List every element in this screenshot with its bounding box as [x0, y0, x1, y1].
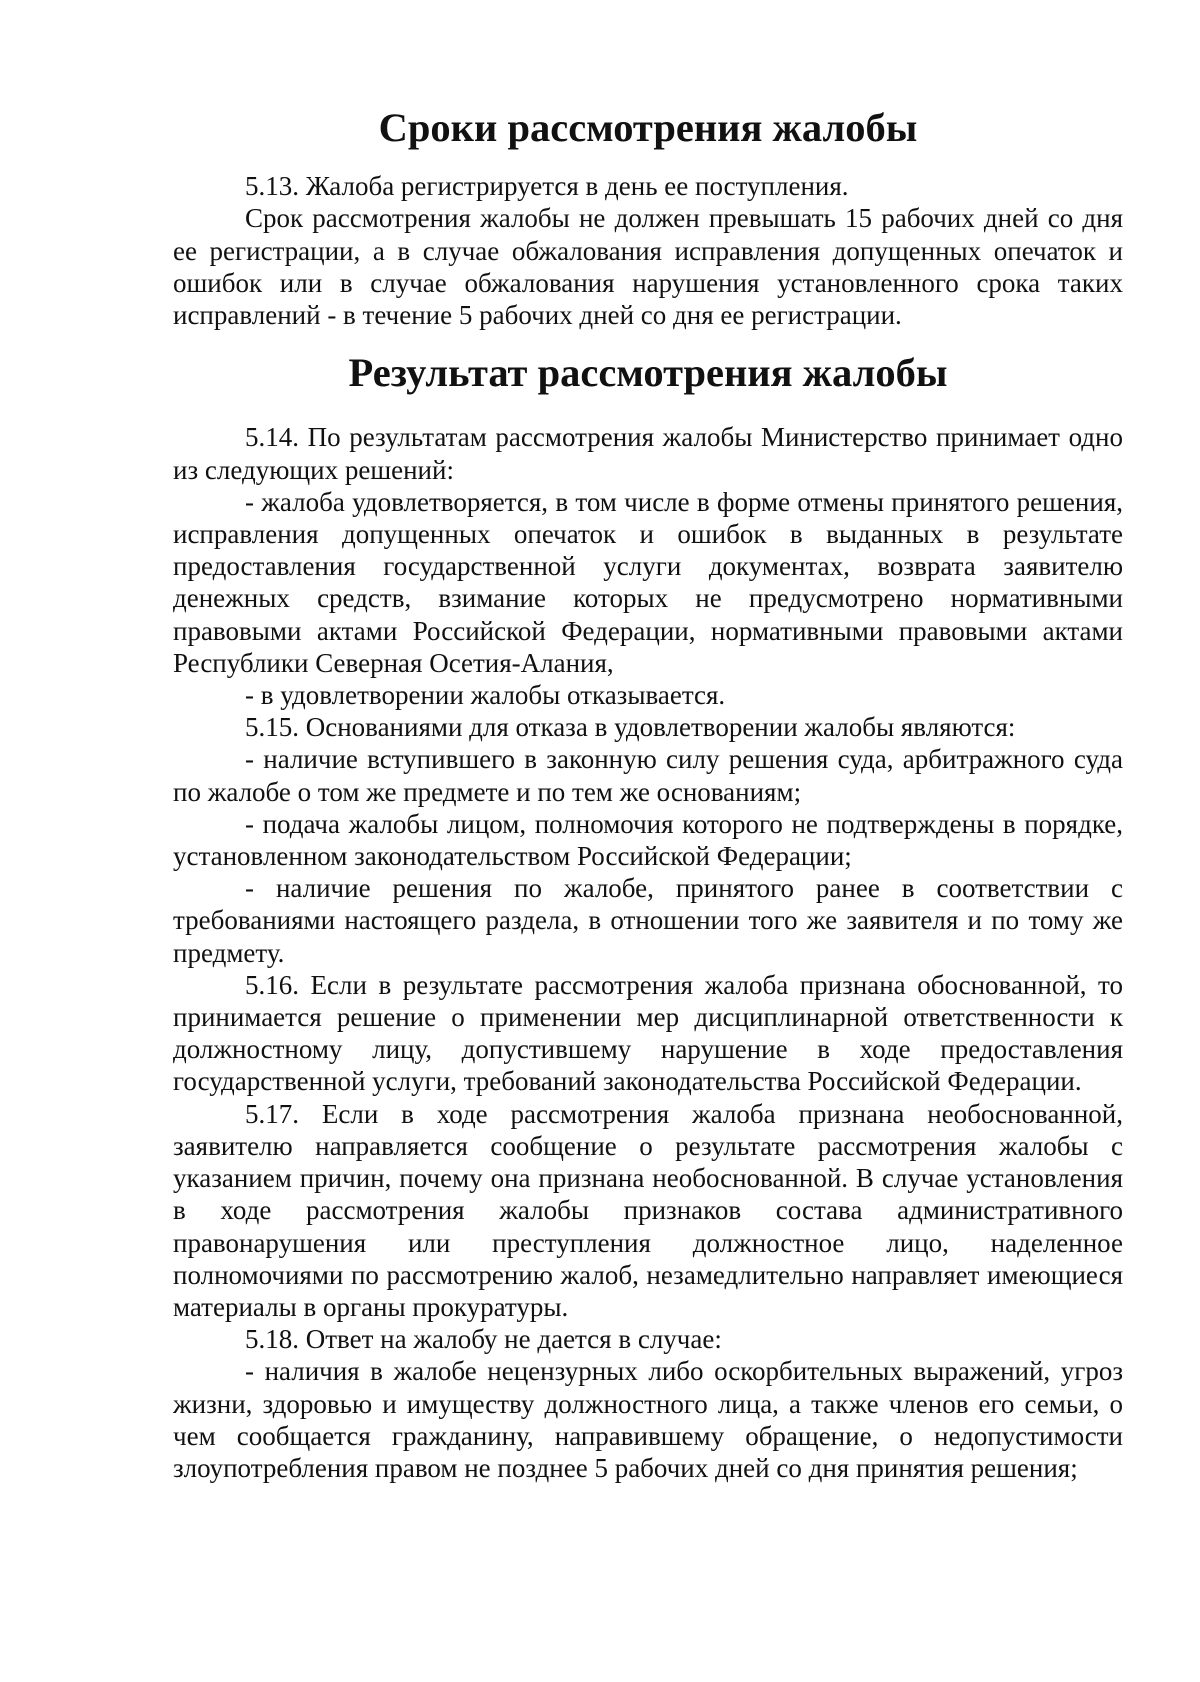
paragraph-5-15: 5.15. Основаниями для отказа в удовлетворении жалобы являются:	[245, 712, 1016, 743]
paragraph-prior-decision: - наличие решения по жалобе, принятого ранее в соответствии с требованиями настоящего раздела, в отношении того же заявителя и по тому же предмету.	[173, 873, 1123, 968]
paragraph-complaint-satisfied: - жалоба удовлетворяется, в том числе в форме отмены принятого решения, исправления допущенных опечаток и ошибок в выданных в результате предоставления государственной услуги документах, возврата заявителю денежных средств, взимание которых не предусмотрено нормативными правовыми актами Российской Федерации, нормативными правовыми актами Республики Северная Осетия-Алания,	[173, 486, 1123, 678]
paragraph-5-16: 5.16. Если в результате рассмотрения жалоба признана обоснованной, то принимается решение о применении мер дисциплинарной ответственности к должностному лицу, допустившему нарушение в ходе предоставления государственной услуги, требований законодательства Российской Федерации.	[173, 969, 1123, 1097]
document-page	[173, 105, 1123, 1484]
paragraph-5-17: 5.17. Если в ходе рассмотрения жалоба признана необоснованной, заявителю направляется сообщение о результате рассмотрения жалобы с указанием причин, почему она признана необоснованной. В случае установления в ходе рассмотрения жалобы признаков состава административного правонарушения или преступления должностное лицо, наделенное полномочиями по рассмотрению жалоб, незамедлительно направляет имеющиеся материалы в органы прокуратуры.	[173, 1098, 1123, 1322]
paragraph-obscene-expressions: - наличия в жалобе нецензурных либо оскорбительных выражений, угроз жизни, здоровью и имуществу должностного лица, а также членов его семьи, о чем сообщается гражданину, направившему обращение, о недопустимости злоупотребления правом не позднее 5 рабочих дней со дня принятия решения;	[173, 1356, 1123, 1483]
paragraph-review-deadline: Срок рассмотрения жалобы не должен превышать 15 рабочих дней со дня ее регистрации, а в случае обжалования исправления допущенных опечаток и ошибок или в случае обжалования нарушения установленного срока таких исправлений - в течение 5 рабочих дней со дня ее регистрации.	[173, 203, 1123, 331]
paragraph-5-13: 5.13. Жалоба регистрируется в день ее поступления.	[245, 171, 849, 202]
paragraph-5-18: 5.18. Ответ на жалобу не дается в случае:	[245, 1324, 722, 1355]
paragraph-court-decision: - наличие вступившего в законную силу решения суда, арбитражного суда по жалобе о том же предмете и по тем же основаниям;	[173, 744, 1123, 807]
section-heading-review-result: Результат рассмотрения жалобы	[348, 350, 948, 396]
paragraph-5-14: 5.14. По результатам рассмотрения жалобы Министерство принимает одно из следующих решений:	[173, 422, 1123, 485]
paragraph-complaint-refused: - в удовлетворении жалобы отказывается.	[245, 680, 726, 711]
paragraph-unauthorized-person: - подача жалобы лицом, полномочия которого не подтверждены в порядке, установленном законодательством Российской Федерации;	[173, 808, 1123, 872]
section-heading-review-terms: Сроки рассмотрения жалобы	[378, 105, 918, 150]
